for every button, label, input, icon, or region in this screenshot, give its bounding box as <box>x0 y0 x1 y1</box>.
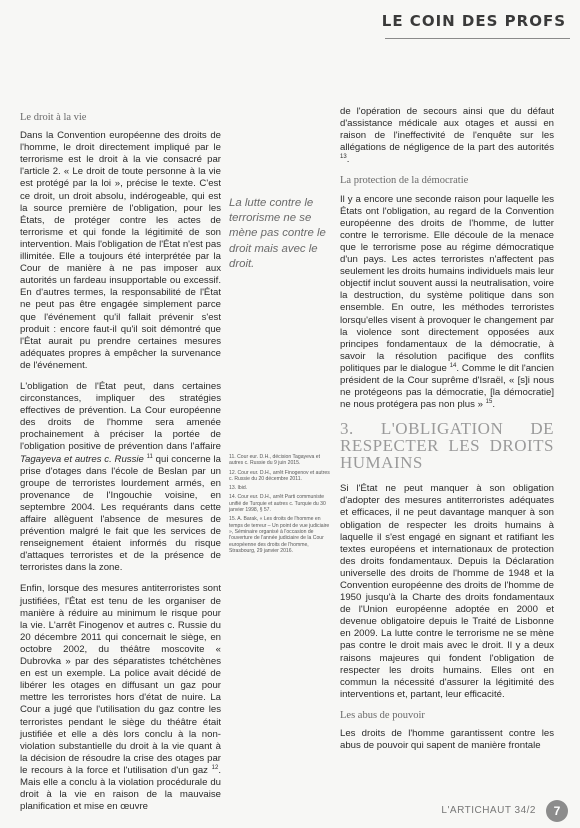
subhead-abus-de-pouvoir: Les abus de pouvoir <box>340 709 425 721</box>
footnote-ref: 14 <box>449 362 457 369</box>
footnote-ref: 12 <box>211 764 219 771</box>
footnote: 14. Cour eur. D.H., arrêt Parti communiste unifié de Turquie et autres c. Turquie du 30 janvier 1998, § 57. <box>229 494 326 514</box>
footnote: 15. A. Barak, « Les droits de l'homme en temps de terreur – Un point de vue judiciaire », Séminaire organisé à l'occasion de l'ouverture de l'année judiciaire de la Cour européenne des droits de l'homme, Strasbourg, 29 janvier 2016. <box>229 516 330 554</box>
footnote-ref: 13 <box>340 154 347 161</box>
pull-quote: La lutte contre le terrorisme ne se mène pas contre le droit mais avec le droit. <box>229 197 326 270</box>
journal-footer: L'ARTICHAUT 34/2 <box>441 805 536 816</box>
right-column <box>340 106 554 761</box>
paragraph: Enfin, lorsque des mesures antiterroristes sont justifiées, l'État est tenu de les organiser de manière à réduire au minimum le risque pour la vie. L'arrêt Finogenov et autres c. Russie du 20 décembre 2011 qui concernait le siège, en octobre 2002, du théâtre moscovite « Dubrovka » par des séparatistes tchétchènes en est un exemple. La police avait décidé de libérer les otages en diffusant un gaz pour mettre les terroristes hors d'état de nuire. La Cour a jugé que l'utilisation du gaz contre les terroristes pendant le siège du théâtre était justifiée et elle a dès lors conclu à la non-violation substantielle du droit à la vie quant à la décision de résoudre la crise des otages par le recours à la force et l'utilisation d'un gaz $^{12}$. Mais elle a conclu à la violation procédurale du droit à la vie en raison de la mauvaise planification et mise en œuvre <box>20 583 221 813</box>
footnote-ref: 11 <box>146 453 153 460</box>
footnote: 13. Ibid. <box>229 485 248 492</box>
left-column <box>20 112 221 822</box>
footnote: 12. Cour eur. D.H., arrêt Finogenov et autres c. Russie du 20 décembre 2011. <box>229 469 330 482</box>
paragraph: L'obligation de l'État peut, dans certaines circonstances, impliquer des stratégies effectives de prévention. La Cour européenne des droits de l'homme sera amenée prochainement à préciser la portée de l'obligation positive de prévention dans l'affaire Tagayeva et autres c. Russie $^{11}$ qui concerne la prise d'otages dans l'école de Beslan par un groupe de terroristes lourdement armés, en provenance de l'Ingouchie voisine, en septembre 2004. Les requérants dans cette affaire allèguent l'absence de mesures de prévention malgré le fait que les services de renseignement étaient informés du risque d'attaques terroristes et de la présence de terroristes dans la zone. <box>20 380 221 574</box>
paragraph: Si l'État ne peut manquer à son obligation d'adopter des mesures antiterroristes adéquates et efficaces, il ne peut davantage manquer à son obligation de respecter les droits humains à laquelle il s'est engagé en signant et ratifiant les textes européens et internationaux de protection des droits fondamentaux. Depuis la Déclaration universelle des droits de l'homme de 1948 et la Convention européenne des droits de l'homme de 1950 jusqu'à la Charte des droits fondamentaux de l'Union européenne adoptée en 2000 et devenue obligatoire depuis le Traité de Lisbonne en 2009. La lutte contre le terrorisme ne se mène pas contre le droit mais avec le droit. Il y a deux raisons majeures qui fondent l'obligation de respecter les droits humains. Elles ont en commun la nécessité d'assurer la légitimité des interventions et, partant, leur efficacité. <box>340 483 554 700</box>
case-name: Tagayeva et autres c. Russie <box>20 453 144 465</box>
subhead-droit-a-la-vie: Le droit à la vie <box>20 112 87 123</box>
footnotes <box>229 454 332 557</box>
footnote: 11. Cour eur. D.H., décision Tagayeva et autres c. Russie du 9 juin 2015. <box>229 454 320 467</box>
paragraph: Les droits de l'homme garantissent contre les abus de pouvoir qui sapent de manière frontale <box>340 728 554 752</box>
paragraph: de l'opération de secours ainsi que du défaut d'assistance médicale aux otages et aussi en raison de l'ineffectivité de l'enquête sur les allégations de négligence de la part des autorités $^{13}$. <box>340 106 554 166</box>
section-header-title: LE COIN DES PROFS <box>381 12 566 30</box>
footnote-ref: 15 <box>485 398 493 405</box>
paragraph: Il y a encore une seconde raison pour laquelle les États ont l'obligation, au regard de la Convention européenne des droits de l'homme, de lutter contre le terrorisme. Elle découle de la menace que le terrorisme pose au régime démocratique d'un pays. Les actes terroristes n'affectent pas seulement les droits humains individuels mais leur objectif inclut souvent aussi la neutralisation, voire la destruction, du système politique dans son ensemble. En outre, les méthodes terroristes lorsqu'elles visent à provoquer le changement par la violence sont directement opposées aux principes fondamentaux de la démocratie, à savoir la résolution pacifique des conflits politiques par le dialogue $^{14}$. Comme le dit l'ancien président de la Cour suprême d'Israël, « [s]i nous ne protégeons pas la démocratie, [la démocratie] ne nous protégera pas non plus » $^{15}$. <box>340 193 554 411</box>
page-number-badge: 7 <box>546 800 568 822</box>
header-rule <box>385 38 570 39</box>
paragraph: Dans la Convention européenne des droits de l'homme, le droit directement impliqué par le terrorisme est le droit à la vie consacré par l'article 2. « Le droit de toute personne à la vie est protégé par la loi », précise le texte. C'est ce droit, un droit absolu, indérogeable, qui est la source première de l'obligation, pour les États, de protéger contre les actes de terrorisme et qui fonde la légitimité de son intervention. Mais l'obligation de l'État n'est pas illimitée. Elle a toujours été interprétée par la Cour de manière à ne pas imposer aux autorités un fardeau insupportable ou excessif. En d'autres termes, la responsabilité de l'État ne peut pas être engagée simplement parce que l'événement qu'il fallait prévenir s'est produit : encore faut-il qu'il soit démontré que l'État aurait pu prendre certaines mesures adéquates propres à empêcher la survenance de l'événement. <box>20 130 221 371</box>
section-title: 3. L'OBLIGATION DE RESPECTER LES DROITS HUMAINS <box>340 419 554 473</box>
subhead-protection-democratie: La protection de la démocratie <box>340 175 469 187</box>
